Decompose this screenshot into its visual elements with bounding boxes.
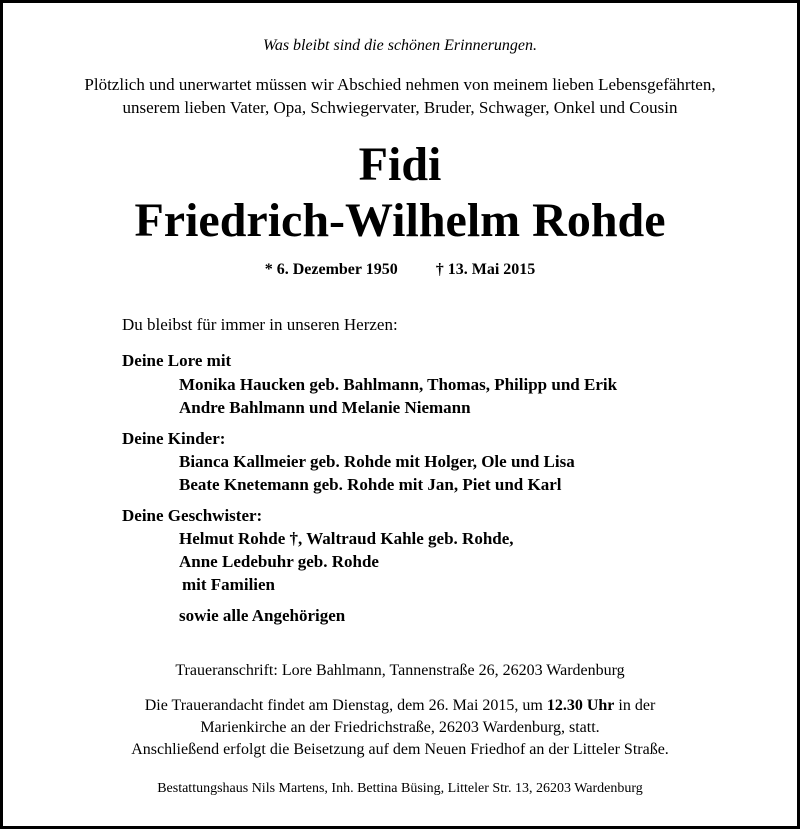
birth-date: * 6. Dezember 1950 <box>264 261 398 278</box>
service-text: Die Trauerandacht findet am Dienstag, dem 26. Mai 2015, um <box>144 697 547 714</box>
service-time: 12.30 Uhr <box>546 697 615 714</box>
deceased-full-name: Friedrich-Wilhelm Rohde <box>134 194 666 247</box>
family-member-line: Anne Ledebuhr geb. Rohde <box>179 552 379 571</box>
family-member-line: Beate Knetemann geb. Rohde mit Jan, Piet und Karl <box>179 475 562 494</box>
intro-line: Plötzlich und unerwartet müssen wir Abschied nehmen von meinem lieben Lebensgefährten, <box>84 75 716 94</box>
family-member-line: mit Familien <box>182 575 276 594</box>
service-text: in der <box>614 697 656 714</box>
family-heading-kinder: Deine Kinder: <box>122 429 226 448</box>
life-dates <box>3 261 797 279</box>
mourning-address: Traueranschrift: Lore Bahlmann, Tannenstraße 26, 26203 Wardenburg <box>175 662 625 679</box>
service-line: Anschließend erfolgt die Beisetzung auf dem Neuen Friedhof an der Litteler Straße. <box>131 741 669 758</box>
motto: Was bleibt sind die schönen Erinnerungen. <box>262 37 538 54</box>
service-line <box>3 697 797 715</box>
farewell-line: Du bleibst für immer in unseren Herzen: <box>122 315 398 334</box>
deceased-nickname: Fidi <box>358 138 442 191</box>
death-date: † 13. Mai 2015 <box>435 261 536 278</box>
family-member-line: Monika Haucken geb. Bahlmann, Thomas, Philipp und Erik <box>179 375 618 394</box>
family-member-line: Andre Bahlmann und Melanie Niemann <box>179 398 471 417</box>
intro-line: unserem lieben Vater, Opa, Schwiegervater, Bruder, Schwager, Onkel und Cousin <box>122 98 678 117</box>
family-member-line: Helmut Rohde †, Waltraud Kahle geb. Rohde, <box>179 529 514 548</box>
service-line: Marienkirche an der Friedrichstraße, 26203 Wardenburg, statt. <box>200 719 600 736</box>
other-relatives: sowie alle Angehörigen <box>179 606 346 625</box>
family-member-line: Bianca Kallmeier geb. Rohde mit Holger, Ole und Lisa <box>179 452 575 471</box>
family-heading-lore: Deine Lore mit <box>122 351 232 370</box>
family-heading-geschwister: Deine Geschwister: <box>122 506 263 525</box>
undertaker-line: Bestattungshaus Nils Martens, Inh. Bettina Büsing, Litteler Str. 13, 26203 Wardenburg <box>157 781 643 796</box>
